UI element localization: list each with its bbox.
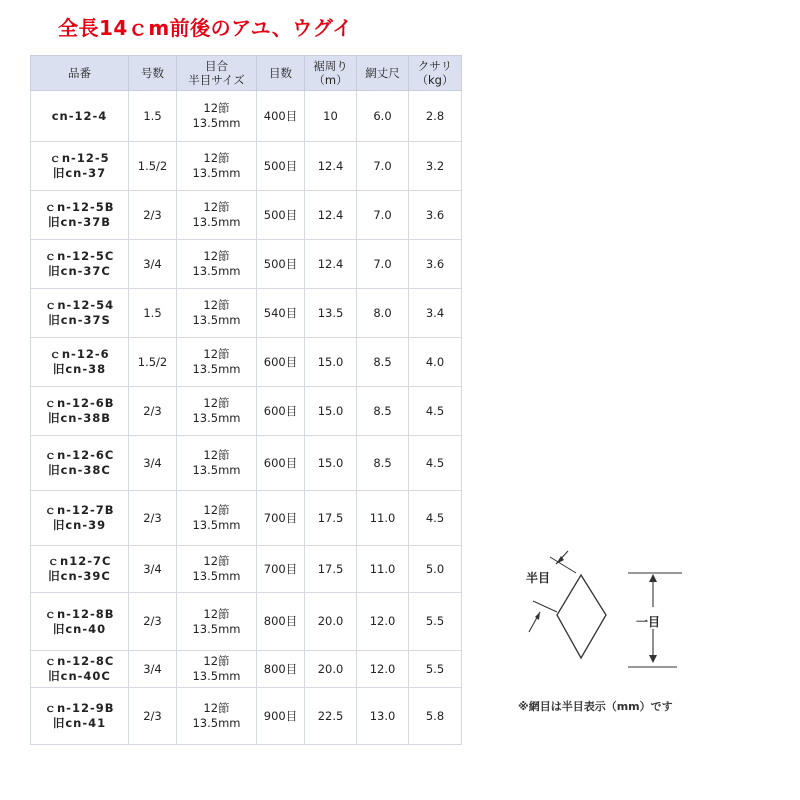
cell-mesh-size <box>177 142 257 191</box>
cell-chain-weight: 4.0 <box>409 338 462 387</box>
cell-mesh-count: 900目 <box>257 688 305 745</box>
cell-hem-length: 17.5 <box>305 491 357 546</box>
cell-mesh-size <box>177 387 257 436</box>
spec-table <box>30 55 462 745</box>
product-code: ｃn-12-8B <box>44 606 115 621</box>
old-product-code: 旧cn-38C <box>48 463 111 477</box>
old-product-code: 旧cn-40 <box>52 621 107 636</box>
product-code: ｃn-12-6 <box>49 347 110 361</box>
full-mesh-arrow-down-icon <box>649 655 657 663</box>
cell-gauge: 2/3 <box>129 491 177 546</box>
table-row <box>31 240 462 289</box>
half-mesh-size: 13.5mm <box>192 669 241 683</box>
cell-product-code <box>31 91 129 142</box>
product-code: ｃn-12-8C <box>44 654 115 668</box>
cell-net-height: 7.0 <box>357 240 409 289</box>
cell-product-code <box>31 191 129 240</box>
cell-hem-length: 20.0 <box>305 651 357 688</box>
mesh-knot-count: 12節 <box>203 503 230 517</box>
mesh-knot-count: 12節 <box>203 448 230 462</box>
cell-mesh-size <box>177 546 257 593</box>
cell-hem-length: 15.0 <box>305 387 357 436</box>
table-row <box>31 546 462 593</box>
cell-gauge: 1.5 <box>129 91 177 142</box>
header-net-height: 網丈尺 <box>357 56 409 91</box>
cell-hem-length: 12.4 <box>305 142 357 191</box>
mesh-knot-count: 12節 <box>203 554 230 568</box>
header-product-code: 品番 <box>31 56 129 91</box>
cell-mesh-size <box>177 240 257 289</box>
cell-gauge: 1.5/2 <box>129 142 177 191</box>
old-product-code: 旧cn-41 <box>52 716 107 730</box>
cell-net-height: 8.5 <box>357 436 409 491</box>
cell-gauge: 3/4 <box>129 546 177 593</box>
cell-gauge: 3/4 <box>129 240 177 289</box>
cell-hem-length: 15.0 <box>305 436 357 491</box>
cell-gauge: 2/3 <box>129 191 177 240</box>
header-mesh-size: 目合 半目サイズ <box>177 56 257 91</box>
mesh-knot-count: 12節 <box>203 249 230 263</box>
cell-chain-weight: 3.6 <box>409 191 462 240</box>
product-code: ｃn-12-6C <box>44 448 115 462</box>
table-row <box>31 338 462 387</box>
cell-net-height: 12.0 <box>357 651 409 688</box>
cell-mesh-size <box>177 688 257 745</box>
product-code: ｃn-12-5B <box>44 200 115 214</box>
header-hem-length: 裾周り （m） <box>305 56 357 91</box>
cell-net-height: 8.0 <box>357 289 409 338</box>
cell-mesh-count: 800目 <box>257 651 305 688</box>
cell-mesh-size <box>177 651 257 688</box>
cell-net-height: 7.0 <box>357 191 409 240</box>
cell-chain-weight: 5.8 <box>409 688 462 745</box>
mesh-knot-count: 12節 <box>203 298 230 312</box>
cell-chain-weight: 4.5 <box>409 387 462 436</box>
cell-product-code <box>31 240 129 289</box>
cell-hem-length: 12.4 <box>305 191 357 240</box>
cell-product-code <box>31 142 129 191</box>
cell-hem-length: 10 <box>305 91 357 142</box>
cell-mesh-size <box>177 593 257 651</box>
cell-mesh-count: 500目 <box>257 240 305 289</box>
mesh-knot-count: 12節 <box>203 200 230 214</box>
cell-mesh-count: 400目 <box>257 91 305 142</box>
cell-chain-weight: 5.5 <box>409 651 462 688</box>
half-mesh-size: 13.5mm <box>192 621 241 636</box>
mesh-edge-guide-bottom <box>533 601 557 612</box>
old-product-code: 旧cn-37B <box>47 215 112 229</box>
cell-product-code <box>31 436 129 491</box>
header-mesh-count: 目数 <box>257 56 305 91</box>
cell-product-code <box>31 491 129 546</box>
mesh-diagram <box>520 545 700 685</box>
cell-product-code <box>31 688 129 745</box>
cell-gauge: 3/4 <box>129 436 177 491</box>
table-row <box>31 593 462 651</box>
half-mesh-size: 13.5mm <box>192 116 241 130</box>
cell-net-height: 12.0 <box>357 593 409 651</box>
half-mesh-size: 13.5mm <box>192 166 241 180</box>
cell-net-height: 11.0 <box>357 546 409 593</box>
half-mesh-label: 半目 <box>526 571 551 585</box>
header-gauge: 号数 <box>129 56 177 91</box>
cell-chain-weight: 5.0 <box>409 546 462 593</box>
cell-mesh-count: 600目 <box>257 436 305 491</box>
table-row <box>31 436 462 491</box>
cell-product-code <box>31 593 129 651</box>
mesh-diamond-shape <box>557 575 606 658</box>
cell-chain-weight: 4.5 <box>409 491 462 546</box>
mesh-knot-count: 12節 <box>203 347 230 361</box>
product-code: cn-12-4 <box>51 108 108 123</box>
cell-hem-length: 20.0 <box>305 593 357 651</box>
half-mesh-size: 13.5mm <box>192 518 241 532</box>
table-row <box>31 387 462 436</box>
mesh-knot-count: 12節 <box>203 396 230 410</box>
cell-gauge: 2/3 <box>129 387 177 436</box>
half-mesh-size: 13.5mm <box>192 411 241 425</box>
cell-product-code <box>31 289 129 338</box>
table-row <box>31 688 462 745</box>
old-product-code: 旧cn-39 <box>52 518 107 532</box>
old-product-code: 旧cn-37C <box>48 264 111 278</box>
cell-mesh-count: 800目 <box>257 593 305 651</box>
cell-mesh-count: 500目 <box>257 191 305 240</box>
cell-mesh-size <box>177 289 257 338</box>
product-code: ｃn-12-54 <box>44 298 115 312</box>
page-title: 全長14ｃm前後のアユ、ウグイ <box>58 16 353 40</box>
half-mesh-size: 13.5mm <box>192 716 241 730</box>
product-code: ｃn-12-9B <box>44 701 115 715</box>
table-row <box>31 91 462 142</box>
mesh-knot-count: 12節 <box>203 606 230 621</box>
mesh-knot-count: 12節 <box>203 151 230 165</box>
cell-chain-weight: 3.2 <box>409 142 462 191</box>
half-mesh-size: 13.5mm <box>192 264 241 278</box>
mesh-size-note: ※網目は半目表示（mm）です <box>518 700 673 713</box>
cell-mesh-count: 600目 <box>257 387 305 436</box>
cell-mesh-count: 700目 <box>257 546 305 593</box>
cell-chain-weight: 4.5 <box>409 436 462 491</box>
old-product-code: 旧cn-38 <box>52 362 107 376</box>
product-code: ｃn-12-7B <box>44 503 115 517</box>
old-product-code: 旧cn-37S <box>48 313 111 327</box>
cell-hem-length: 17.5 <box>305 546 357 593</box>
cell-hem-length: 13.5 <box>305 289 357 338</box>
cell-net-height: 6.0 <box>357 91 409 142</box>
cell-net-height: 7.0 <box>357 142 409 191</box>
cell-mesh-size <box>177 491 257 546</box>
cell-hem-length: 12.4 <box>305 240 357 289</box>
cell-net-height: 11.0 <box>357 491 409 546</box>
half-mesh-size: 13.5mm <box>192 215 241 229</box>
table-row <box>31 491 462 546</box>
table-row <box>31 289 462 338</box>
cell-mesh-count: 500目 <box>257 142 305 191</box>
product-code: ｃn-12-5 <box>49 151 110 165</box>
cell-mesh-size <box>177 338 257 387</box>
product-code: ｃn12-7C <box>47 554 112 568</box>
cell-net-height: 13.0 <box>357 688 409 745</box>
cell-mesh-count: 700目 <box>257 491 305 546</box>
old-product-code: 旧cn-37 <box>52 166 107 180</box>
cell-mesh-size <box>177 191 257 240</box>
product-code: ｃn-12-6B <box>44 396 115 410</box>
cell-chain-weight: 5.5 <box>409 593 462 651</box>
cell-mesh-size <box>177 91 257 142</box>
table-header-row <box>31 56 462 91</box>
mesh-knot-count: 12節 <box>203 101 230 115</box>
table-row <box>31 191 462 240</box>
cell-gauge: 2/3 <box>129 688 177 745</box>
cell-mesh-count: 540目 <box>257 289 305 338</box>
table-row <box>31 142 462 191</box>
cell-hem-length: 22.5 <box>305 688 357 745</box>
full-mesh-label: 一目 <box>636 615 661 629</box>
old-product-code: 旧cn-38B <box>47 411 112 425</box>
header-chain-weight: クサリ （kg） <box>409 56 462 91</box>
cell-chain-weight: 3.6 <box>409 240 462 289</box>
old-product-code: 旧cn-39C <box>48 569 111 583</box>
half-mesh-size: 13.5mm <box>192 463 241 477</box>
cell-net-height: 8.5 <box>357 387 409 436</box>
product-code: ｃn-12-5C <box>44 249 115 263</box>
mesh-knot-count: 12節 <box>203 654 230 668</box>
cell-gauge: 2/3 <box>129 593 177 651</box>
cell-product-code <box>31 387 129 436</box>
cell-gauge: 3/4 <box>129 651 177 688</box>
cell-gauge: 1.5/2 <box>129 338 177 387</box>
half-mesh-size: 13.5mm <box>192 313 241 327</box>
cell-chain-weight: 3.4 <box>409 289 462 338</box>
cell-net-height: 8.5 <box>357 338 409 387</box>
cell-chain-weight: 2.8 <box>409 91 462 142</box>
cell-gauge: 1.5 <box>129 289 177 338</box>
cell-product-code <box>31 546 129 593</box>
cell-hem-length: 15.0 <box>305 338 357 387</box>
mesh-knot-count: 12節 <box>203 701 230 715</box>
cell-mesh-count: 600目 <box>257 338 305 387</box>
old-product-code: 旧cn-40C <box>48 669 111 683</box>
half-mesh-size: 13.5mm <box>192 362 241 376</box>
cell-product-code <box>31 338 129 387</box>
table-row <box>31 651 462 688</box>
full-mesh-arrow-up-icon <box>649 574 657 582</box>
cell-mesh-size <box>177 436 257 491</box>
half-mesh-size: 13.5mm <box>192 569 241 583</box>
cell-product-code <box>31 651 129 688</box>
